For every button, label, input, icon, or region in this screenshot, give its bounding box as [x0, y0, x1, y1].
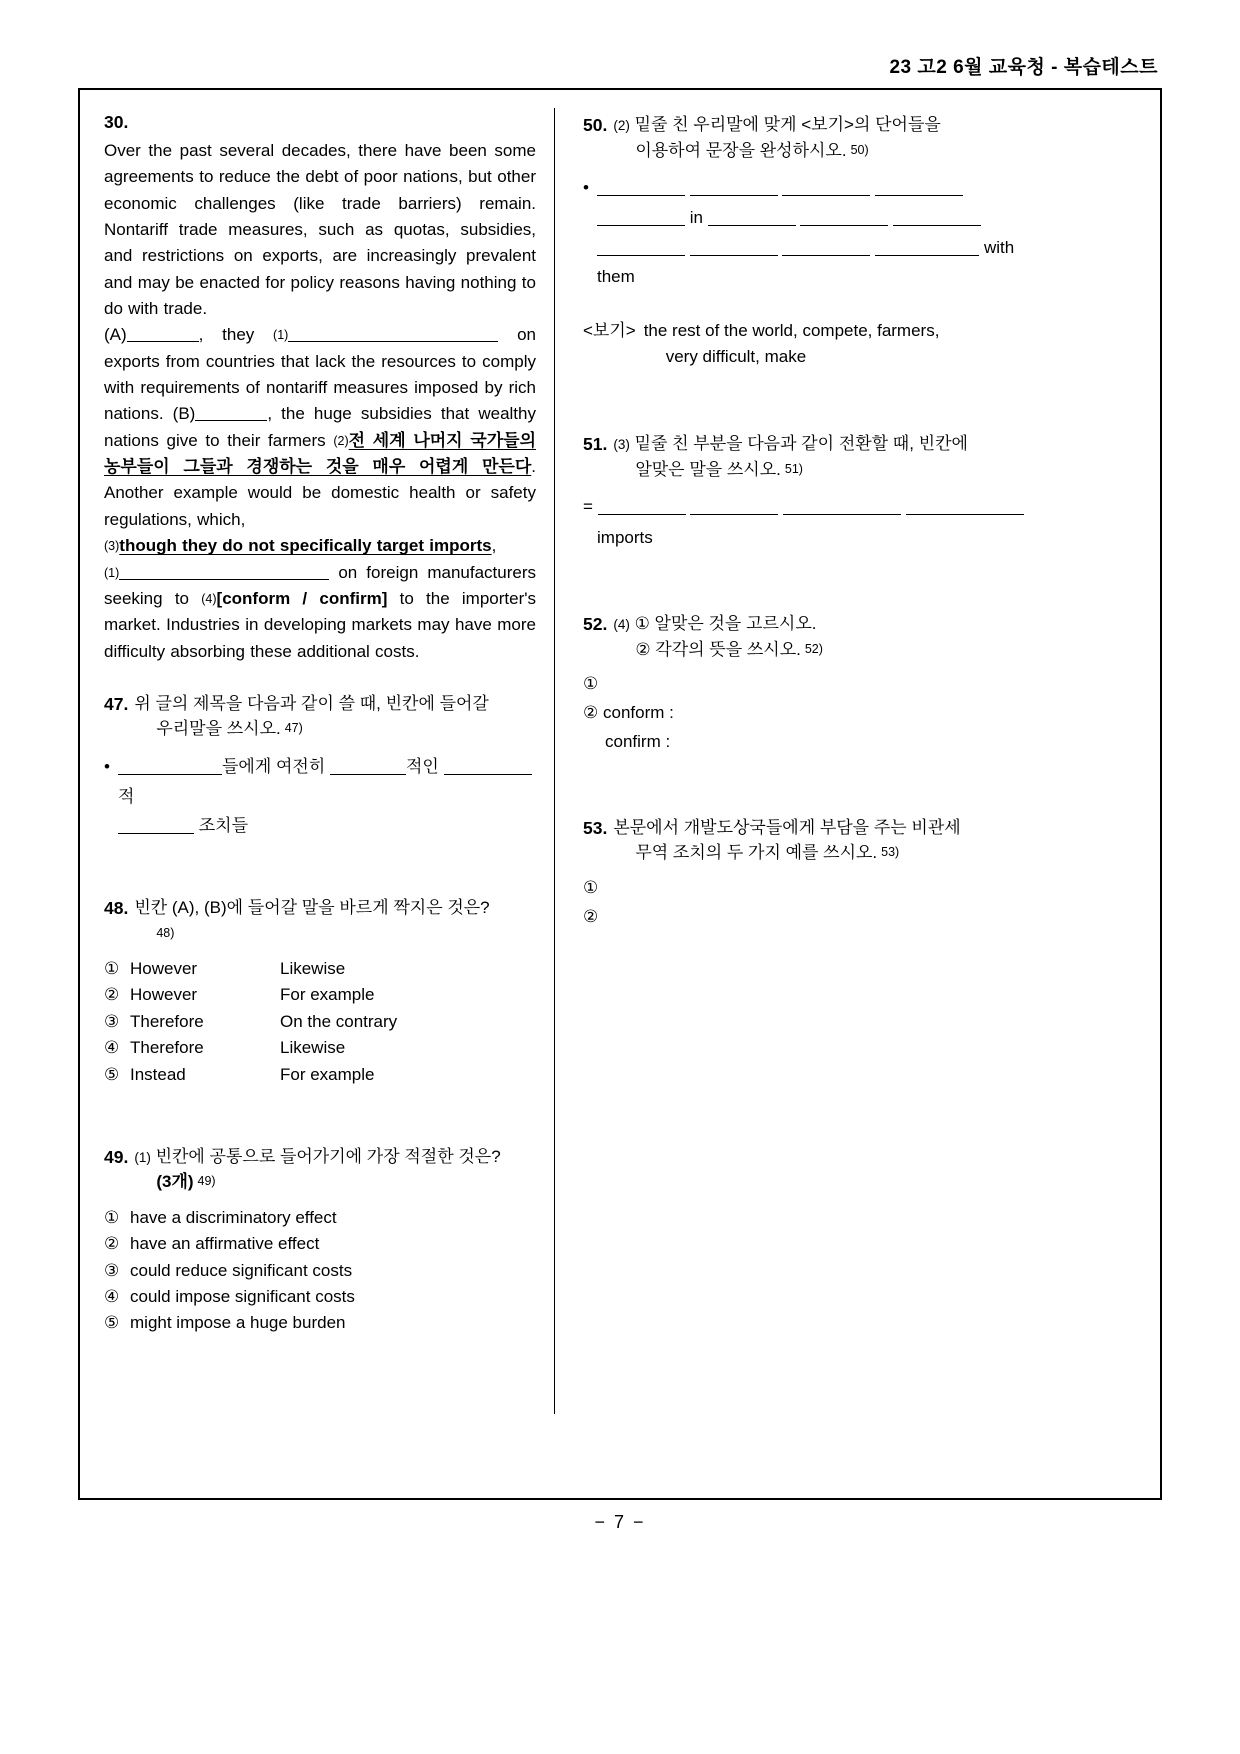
korean-underlined-phrase: 전 세계 나머지 국가들의 농부들이 그들과 경쟁하는 것을 매우 어렵게 만든다: [104, 430, 536, 477]
q47-blank-1[interactable]: [118, 774, 222, 775]
blank-A-label: (A): [104, 325, 127, 345]
q52-word-conform: conform :: [602, 703, 674, 723]
option-marker: ③: [104, 1260, 120, 1280]
wordbox-content: [644, 318, 1142, 369]
question-49-prompt-line2: (3개): [156, 1172, 194, 1192]
question-52-answer-area: [583, 670, 1142, 757]
question-50-prompt-line2: 이용하여 문장을 완성하시오.: [635, 140, 847, 160]
mark-1b: (1): [104, 565, 120, 580]
q51-blank-3[interactable]: [783, 514, 901, 515]
question-47-number: 47.: [104, 693, 129, 714]
question-50: [583, 112, 1142, 369]
question-50-prompt-line2-wrap: [613, 138, 1142, 164]
question-49-footnote: 49): [197, 1174, 216, 1189]
passage-tail: to the importer's market. Industries in developing markets may have more difficulty absorbing these additional costs.: [104, 588, 536, 661]
wordbox-line2-wrap: [644, 344, 1142, 370]
q50-blank-3[interactable]: [782, 195, 870, 196]
question-48-prompt: [134, 895, 536, 946]
q50-blank-10[interactable]: [690, 255, 778, 256]
q50-blank-4[interactable]: [875, 195, 963, 196]
question-47: [104, 691, 536, 841]
blank-1a-field[interactable]: [288, 341, 498, 342]
question-47-prompt-line1: 위 글의 제목을 다음과 같이 쓸 때, 빈칸에 들어갈: [134, 693, 489, 713]
question-51-prompt-line1: 밑줄 친 부분을 다음과 같이 전환할 때, 빈칸에: [634, 434, 968, 453]
q52-answer-1[interactable]: [583, 670, 1142, 699]
conform-confirm-choice: [conform / confirm]: [216, 588, 388, 608]
q52-word-confirm: confirm :: [605, 731, 671, 751]
option-text-b: For example: [280, 1064, 375, 1084]
question-53-number: 53.: [583, 817, 608, 838]
question-53: [583, 815, 1142, 932]
question-53-head: [583, 815, 1142, 866]
question-51-number: 51.: [583, 434, 608, 454]
question-51-head: [583, 431, 1142, 482]
question-52-prompt-line2: ② 각각의 뜻을 쓰시오.: [635, 639, 801, 659]
option-text: might impose a huge burden: [130, 1313, 346, 1333]
question-52: [583, 611, 1142, 757]
wordbox-label: <보기>: [583, 321, 636, 340]
question-49-prompt-line2-wrap: [134, 1169, 536, 1195]
option-text-b: For example: [280, 985, 375, 1005]
question-51: [583, 431, 1142, 553]
page-header: 23 고2 6월 교육청 - 복습테스트: [889, 57, 1158, 78]
after-korean-text: . Another example would be domestic health or safety regulations, which,: [104, 457, 536, 529]
q50-blank-5[interactable]: [597, 225, 685, 226]
q52-answer-3[interactable]: [583, 728, 1142, 757]
after-bold-text: ,: [491, 536, 497, 556]
mark-4: (4): [201, 591, 217, 606]
after-B-text: , the huge subsidies that wealthy nations give to their farmers: [104, 404, 536, 450]
option-text: could reduce significant costs: [130, 1260, 353, 1280]
question-47-prompt-line2-wrap: [134, 716, 536, 742]
blank-B-label: (B): [172, 404, 196, 424]
question-50-number: 50.: [583, 115, 608, 135]
question-50-answer-area: [583, 173, 1142, 292]
question-53-prompt: [613, 815, 1142, 866]
option-row[interactable]: [104, 1009, 536, 1035]
option-row[interactable]: [104, 956, 536, 982]
question-53-footnote: 53): [881, 845, 900, 860]
right-column: [555, 90, 1160, 1498]
option-text-b: Likewise: [280, 959, 346, 979]
question-52-prompt-line2-wrap: [613, 637, 1142, 663]
question-49: [104, 1144, 536, 1337]
question-53-prompt-line1: 본문에서 개발도상국들에게 부담을 주는 비관세: [613, 817, 961, 837]
q50-blank-6[interactable]: [708, 225, 796, 226]
q47-mid-3: 적: [118, 786, 135, 806]
question-50-wordbox: [583, 318, 1142, 369]
q47-blank-2[interactable]: [330, 774, 406, 775]
option-row[interactable]: [104, 1258, 536, 1284]
page-frame: [78, 88, 1162, 1500]
q50-blank-11[interactable]: [782, 255, 870, 256]
passage-number: 30.: [104, 112, 129, 132]
question-51-prompt-line2: 알맞은 말을 쓰시오.: [635, 459, 781, 479]
q50-word-them: them: [597, 267, 635, 287]
option-marker: ④: [104, 1038, 120, 1058]
q47-mid-2: 적인: [406, 756, 439, 776]
option-text-a: Therefore: [130, 1011, 204, 1031]
question-50-head: [583, 112, 1142, 163]
option-row[interactable]: [104, 1062, 536, 1088]
english-underlined-phrase: though they do not specifically target imports: [119, 536, 492, 556]
question-49-paren: (1): [134, 1149, 151, 1165]
question-52-footnote: 52): [804, 641, 823, 656]
q50-blank-7[interactable]: [800, 225, 888, 226]
option-row[interactable]: [104, 1284, 536, 1310]
option-row[interactable]: [104, 1310, 536, 1336]
option-row[interactable]: [104, 1231, 536, 1257]
question-48-number: 48.: [104, 898, 129, 919]
question-50-footnote: 50): [850, 142, 869, 157]
question-50-paren: (2): [613, 118, 630, 133]
question-48-head: [104, 895, 536, 946]
question-47-footnote: 47): [284, 721, 303, 736]
question-47-prompt: [134, 691, 536, 742]
q50-word-with: with: [983, 237, 1015, 257]
option-marker: ③: [104, 1011, 120, 1031]
mark-3: (3): [104, 539, 120, 554]
q51-blank-4[interactable]: [906, 514, 1024, 515]
option-text: could impose significant costs: [130, 1286, 355, 1306]
question-51-prompt-line2-wrap: [613, 457, 1142, 483]
blank-A-field[interactable]: [127, 341, 199, 342]
question-48-footnote: 48): [156, 925, 175, 940]
q50-blank-1[interactable]: [597, 195, 685, 196]
question-52-prompt-line1: ① 알맞은 것을 고르시오.: [634, 614, 817, 634]
option-row[interactable]: [104, 982, 536, 1008]
question-52-prompt: [613, 611, 1142, 662]
question-48-footnote-wrap: [134, 921, 536, 947]
q51-blank-1[interactable]: [598, 514, 686, 515]
option-text: have an affirmative effect: [130, 1234, 320, 1254]
page-footer: − 7 −: [594, 1512, 646, 1532]
question-47-prompt-line2: 우리말을 쓰시오.: [156, 719, 281, 739]
option-text: have a discriminatory effect: [130, 1207, 337, 1227]
q47-mid-1: 들에게 여전히: [222, 756, 326, 776]
option-marker: ②: [104, 1234, 120, 1254]
option-text-a: However: [130, 985, 198, 1005]
mark-1a: (1): [273, 328, 289, 343]
question-48: [104, 895, 536, 1088]
question-49-number: 49.: [104, 1146, 129, 1167]
q47-blank-4[interactable]: [118, 833, 194, 834]
option-row[interactable]: [104, 1205, 536, 1231]
q53-answer-2[interactable]: [583, 903, 1142, 932]
two-column-layout: [80, 90, 1160, 1498]
option-marker: ⑤: [104, 1064, 120, 1084]
q50-blank-12[interactable]: [875, 255, 979, 256]
q50-blank-8[interactable]: [893, 225, 981, 226]
after-blank1b-text: on foreign manufacturers seeking to: [104, 562, 536, 608]
question-53-prompt-line2: 무역 조치의 두 가지 예를 쓰시오.: [635, 843, 878, 863]
question-50-prompt-line1: 밑줄 친 우리말에 맞게 <보기>의 단어들을: [634, 115, 941, 134]
bullet-icon: •: [583, 178, 589, 197]
question-48-options: [104, 956, 536, 1088]
question-48-prompt-text: 빈칸 (A), (B)에 들어갈 말을 바르게 짝지은 것은?: [134, 898, 490, 918]
blank-1b-field[interactable]: [119, 579, 329, 580]
q51-word-imports: imports: [597, 527, 653, 547]
q53-answer-1-marker: ①: [583, 877, 599, 897]
question-53-answer-area: [583, 874, 1142, 932]
option-text-a: However: [130, 959, 198, 979]
q47-blank-3[interactable]: [444, 774, 532, 775]
q53-answer-1[interactable]: [583, 874, 1142, 903]
question-52-number: 52.: [583, 614, 608, 635]
question-49-prompt-line1: 빈칸에 공통으로 들어가기에 가장 적절한 것은?: [155, 1146, 501, 1166]
question-47-answer-area: [104, 752, 536, 841]
question-51-footnote: 51): [784, 461, 803, 476]
q50-blank-9[interactable]: [597, 255, 685, 256]
question-51-answer-area: [583, 492, 1142, 553]
wordbox-line2: very difficult, make: [665, 346, 807, 366]
option-marker: ④: [104, 1286, 120, 1306]
passage-part-1: Over the past several decades, there have been some agreements to reduce the debt of poor nations, but other economic challenges (like trade barriers) remain. Nontariff trade measures, such as quotas, subsidies, and restrictions on exports, are increasingly prevalent and may be enacted for policy reasons having nothing to do with trade.: [104, 141, 536, 319]
mark-2: (2): [333, 433, 349, 448]
option-marker: ①: [104, 959, 120, 979]
option-marker: ⑤: [104, 1313, 120, 1333]
option-text-b: Likewise: [280, 1038, 346, 1058]
wordbox-line1: the rest of the world, compete, farmers,: [643, 321, 940, 340]
bullet-icon: •: [104, 756, 110, 776]
q51-blank-2[interactable]: [690, 514, 778, 515]
option-marker: ①: [104, 1207, 120, 1227]
q50-word-in: in: [689, 207, 703, 227]
option-text-a: Instead: [130, 1064, 186, 1084]
question-50-prompt: [613, 112, 1142, 163]
left-column: [80, 90, 554, 1498]
after-blank1a-text: on exports from countries that lack the resources to comply with requirements of nontariff measures imposed by rich nations.: [104, 325, 536, 424]
q52-answer-2[interactable]: [583, 699, 1142, 728]
q50-blank-2[interactable]: [690, 195, 778, 196]
question-53-prompt-line2-wrap: [613, 840, 1142, 866]
reading-passage: [104, 138, 536, 665]
q47-line2-text: 조치들: [198, 816, 249, 836]
q53-answer-2-marker: ②: [583, 906, 599, 926]
question-49-options: [104, 1205, 536, 1337]
question-52-paren: (4): [613, 617, 630, 633]
question-47-head: [104, 691, 536, 742]
option-marker: ②: [104, 985, 120, 1005]
after-A-text: , they: [198, 325, 255, 345]
q52-answer-1-marker: ①: [583, 674, 599, 694]
question-51-paren: (3): [613, 437, 630, 452]
question-49-prompt: [134, 1144, 536, 1195]
option-text-a: Therefore: [130, 1038, 204, 1058]
question-51-prompt: [613, 431, 1142, 482]
equals-sign: =: [583, 497, 593, 516]
question-52-head: [583, 611, 1142, 662]
option-row[interactable]: [104, 1035, 536, 1061]
q52-answer-2-marker: ②: [583, 703, 599, 723]
option-text-b: On the contrary: [280, 1011, 398, 1031]
blank-B-field[interactable]: [195, 420, 267, 421]
question-49-head: [104, 1144, 536, 1195]
